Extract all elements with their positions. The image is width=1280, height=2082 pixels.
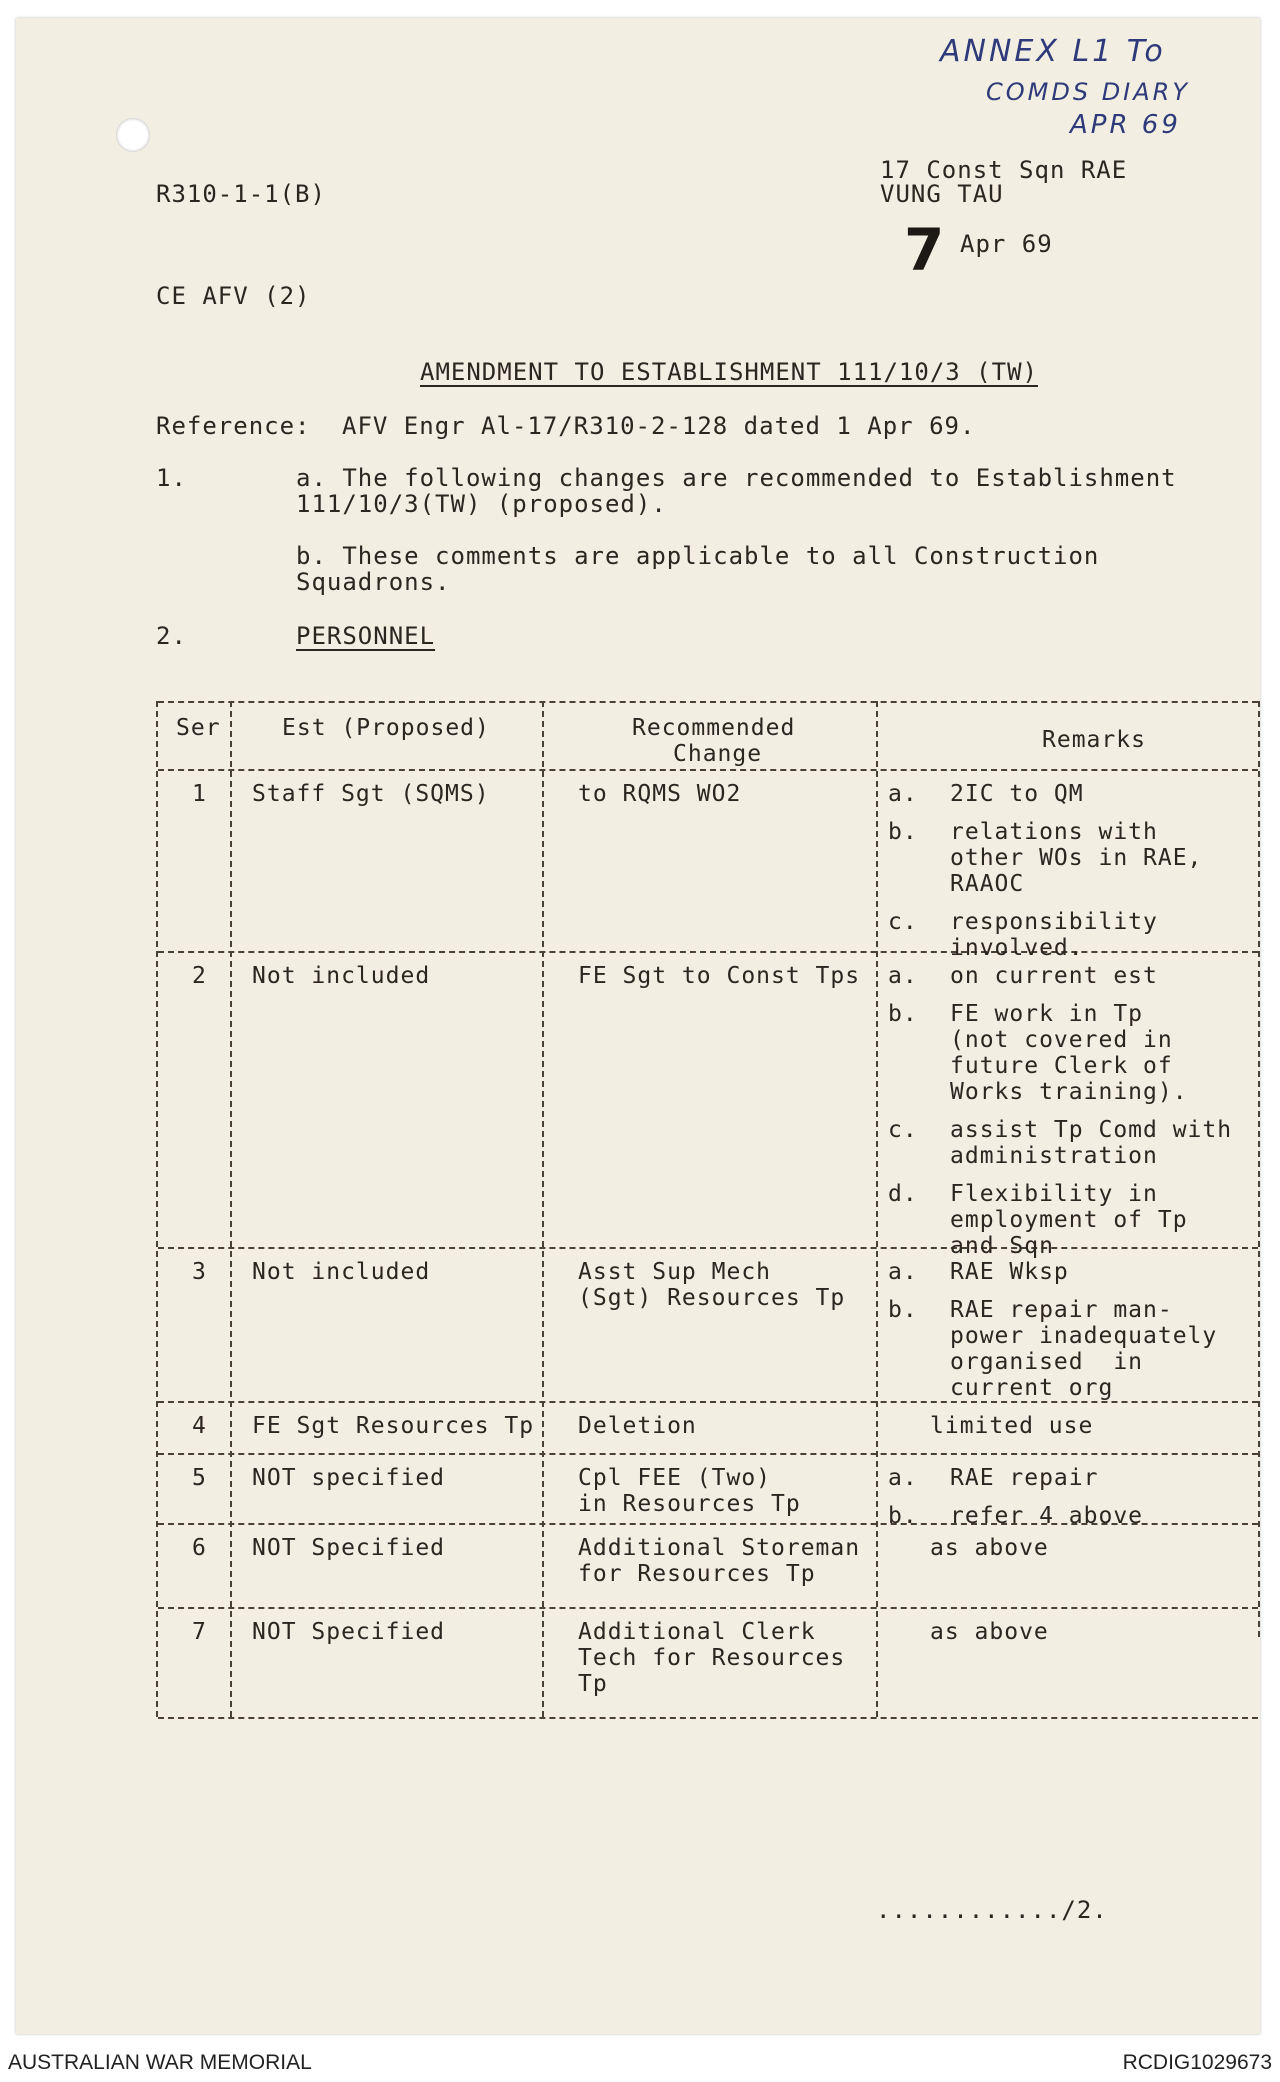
header-change-line-1: Recommended xyxy=(632,715,796,741)
table-row-ser: 5 xyxy=(192,1465,207,1491)
date-day: 7 xyxy=(904,216,945,284)
remark-text: as above xyxy=(930,1535,1049,1561)
footer-id: RCDIG1029673 xyxy=(1122,2051,1272,2074)
table-row-est: Staff Sgt (SQMS) xyxy=(252,781,490,807)
remark-letter: b. xyxy=(888,1503,918,1529)
table-row-ser: 3 xyxy=(192,1259,207,1285)
table-row-ser: 2 xyxy=(192,963,207,989)
table-row-divider xyxy=(158,769,1258,771)
annotation-line-3: APR 69 xyxy=(1070,110,1181,140)
table-row-change: FE Sgt to Const Tps xyxy=(578,963,861,989)
table-row-change: (Sgt) Resources Tp xyxy=(578,1285,846,1311)
remark-text: refer 4 above xyxy=(950,1503,1144,1529)
remark-text: limited use xyxy=(930,1413,1094,1439)
table-row-est: Not included xyxy=(252,963,431,989)
table-row-change: Asst Sup Mech xyxy=(578,1259,772,1285)
personnel-table xyxy=(156,701,1258,1717)
file-reference: R310-1-1(B) xyxy=(156,180,326,208)
header-change-line-2: Change xyxy=(673,741,763,767)
table-column-divider xyxy=(1258,701,1260,1637)
header-remarks: Remarks xyxy=(1042,727,1146,753)
header-est: Est (Proposed) xyxy=(282,715,490,741)
remark-text: Flexibility in employment of Tp and Sqn xyxy=(950,1181,1188,1259)
remark-text: 2IC to QM xyxy=(950,781,1084,807)
table-row-divider xyxy=(158,1717,1258,1719)
table-column-divider xyxy=(876,701,878,1717)
date-month-year: Apr 69 xyxy=(960,230,1053,258)
table-row-est: NOT specified xyxy=(252,1465,446,1491)
remark-letter: b. xyxy=(888,819,918,845)
table-row-divider xyxy=(158,1401,1258,1403)
remark-text: RAE Wksp xyxy=(950,1259,1069,1285)
remark-text: assist Tp Comd with administration xyxy=(950,1117,1233,1169)
table-row-change: Additional Storeman xyxy=(578,1535,861,1561)
reference-label: Reference: xyxy=(156,412,311,440)
document-title: AMENDMENT TO ESTABLISHMENT 111/10/3 (TW) xyxy=(420,358,1038,386)
table-row-ser: 6 xyxy=(192,1535,207,1561)
para-1-number: 1. xyxy=(156,464,187,492)
remark-letter: c. xyxy=(888,909,918,935)
table-row-est: NOT Specified xyxy=(252,1535,446,1561)
remark-letter: b. xyxy=(888,1297,918,1323)
table-row-ser: 1 xyxy=(192,781,207,807)
table-row-change: Tp xyxy=(578,1671,608,1697)
annotation-line-2: COMDS DIARY xyxy=(986,78,1191,106)
footer-bar xyxy=(0,2036,1280,2082)
remark-text: responsibility involved. xyxy=(950,909,1158,961)
personnel-heading: PERSONNEL xyxy=(296,622,436,650)
remark-text: relations with other WOs in RAE, RAAOC xyxy=(950,819,1203,897)
annotation-line-1: ANNEX L1 To xyxy=(940,34,1166,69)
remark-letter: c. xyxy=(888,1117,918,1143)
continuation-marker: ............/2. xyxy=(876,1896,1108,1924)
remark-text: RAE repair xyxy=(950,1465,1099,1491)
header-ser: Ser xyxy=(176,715,221,741)
unit-location: VUNG TAU xyxy=(880,180,1004,208)
remark-letter: a. xyxy=(888,963,918,989)
addressee: CE AFV (2) xyxy=(156,282,311,310)
remark-letter: a. xyxy=(888,1259,918,1285)
table-row-ser: 7 xyxy=(192,1619,207,1645)
para-1a-line-1: a. The following changes are recommended to Establishment xyxy=(296,464,1177,492)
table-row-change: for Resources Tp xyxy=(578,1561,816,1587)
table-row-change: Tech for Resources xyxy=(578,1645,846,1671)
footer-source: AUSTRALIAN WAR MEMORIAL xyxy=(8,2051,312,2074)
table-column-divider xyxy=(542,701,544,1717)
remark-text: RAE repair man- power inadequately organised in current org xyxy=(950,1297,1218,1401)
table-row-ser: 4 xyxy=(192,1413,207,1439)
table-row-divider xyxy=(158,1453,1258,1455)
table-column-divider xyxy=(230,701,232,1717)
remark-letter: d. xyxy=(888,1181,918,1207)
remark-letter: b. xyxy=(888,1001,918,1027)
para-2-number: 2. xyxy=(156,622,187,650)
table-row-divider xyxy=(158,701,1258,703)
remark-text: FE work in Tp (not covered in future Clerk of Works training). xyxy=(950,1001,1188,1105)
para-1a-line-2: 111/10/3(TW) (proposed). xyxy=(296,490,667,518)
table-row-change: Cpl FEE (Two) xyxy=(578,1465,772,1491)
table-row-divider xyxy=(158,1607,1258,1609)
table-row-est: FE Sgt Resources Tp xyxy=(252,1413,535,1439)
table-row-change: to RQMS WO2 xyxy=(578,781,742,807)
document-page xyxy=(16,18,1260,2034)
unit-name: 17 Const Sqn RAE xyxy=(880,156,1128,184)
table-row-est: Not included xyxy=(252,1259,431,1285)
para-1b-line-1: b. These comments are applicable to all Construction xyxy=(296,542,1100,570)
table-row-est: NOT Specified xyxy=(252,1619,446,1645)
remark-text: on current est xyxy=(950,963,1158,989)
table-row-change: in Resources Tp xyxy=(578,1491,801,1517)
para-1b-line-2: Squadrons. xyxy=(296,568,451,596)
punch-hole xyxy=(116,118,150,152)
remark-letter: a. xyxy=(888,781,918,807)
reference-text: AFV Engr Al-17/R310-2-128 dated 1 Apr 69. xyxy=(342,412,976,440)
table-row-change: Additional Clerk xyxy=(578,1619,816,1645)
table-row-change: Deletion xyxy=(578,1413,697,1439)
remark-letter: a. xyxy=(888,1465,918,1491)
remark-text: as above xyxy=(930,1619,1049,1645)
